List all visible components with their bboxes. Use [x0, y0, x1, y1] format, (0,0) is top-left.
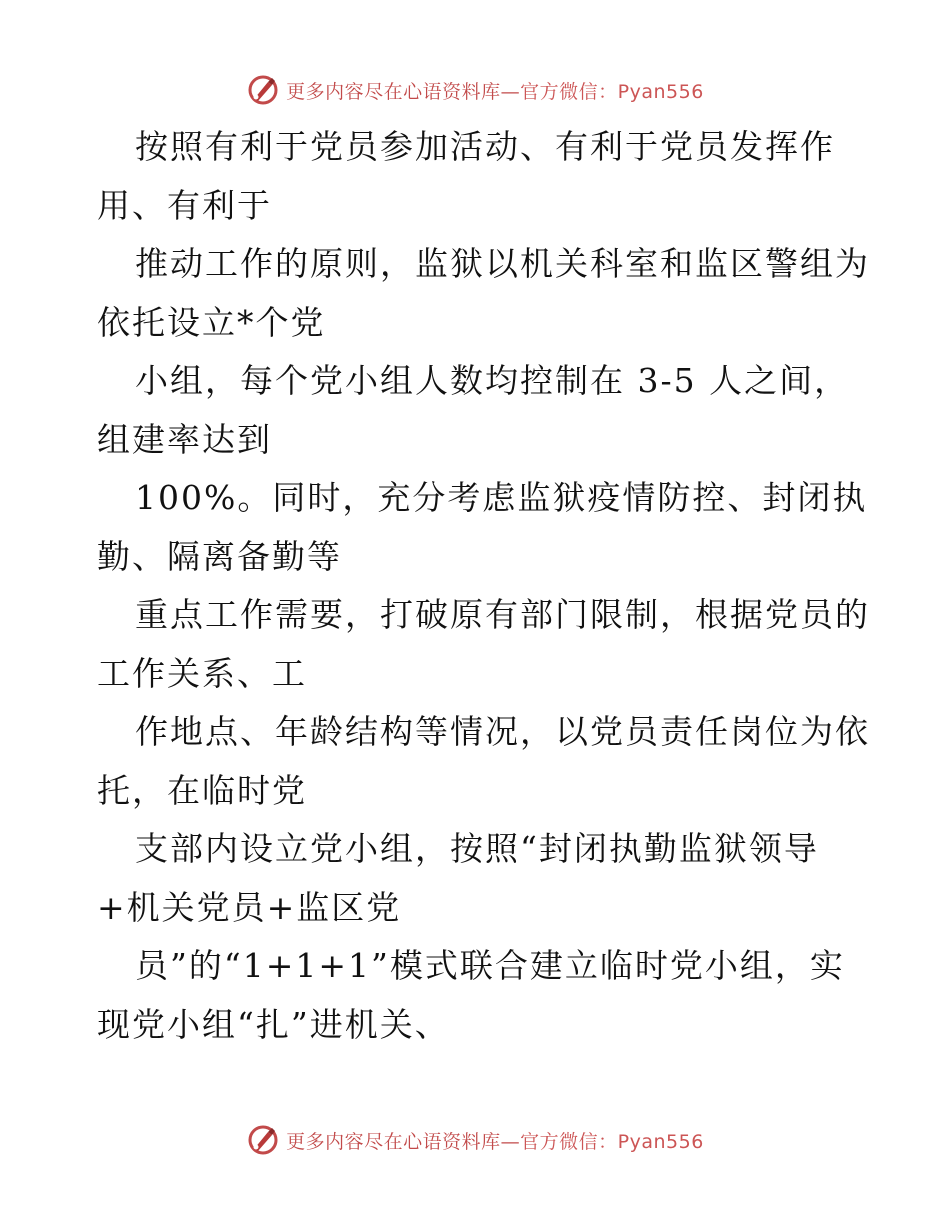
text-line: 100%。同时，充分考虑监狱疫情防控、封闭执: [135, 478, 868, 517]
text-line: 作地点、年龄结构等情况，以党员责任岗位为依: [135, 712, 870, 751]
text-line: 组建率达到: [97, 419, 272, 459]
pen-circle-logo-icon: [246, 1123, 280, 1157]
text-line: 托，在临时党: [97, 770, 307, 810]
text-line: 工作关系、工: [97, 653, 307, 693]
text-line: 现党小组“扎”进机关、: [97, 1004, 450, 1044]
text-line: 重点工作需要，打破原有部门限制，根据党员的: [135, 595, 870, 634]
pen-circle-logo-icon: [246, 73, 280, 107]
footer-watermark: [0, 1120, 950, 1160]
document-body: [97, 118, 897, 1054]
text-line: 勤、隔离备勤等: [97, 536, 342, 576]
text-line: 用、有利于: [97, 185, 272, 225]
text-line: 支部内设立党小组，按照“封闭执勤监狱领导: [135, 829, 819, 868]
text-line: 员”的“1+1+1”模式联合建立临时党小组，实: [135, 946, 845, 985]
text-line: +机关党员+监区党: [97, 887, 402, 927]
watermark-text: 更多内容尽在心语资料库—官方微信：Pyan556: [286, 1130, 704, 1153]
text-line: 依托设立*个党: [97, 302, 326, 342]
watermark-text: 更多内容尽在心语资料库—官方微信：Pyan556: [286, 80, 704, 103]
text-line: 小组，每个党小组人数均控制在 3-5 人之间，: [135, 361, 850, 400]
text-line: 推动工作的原则，监狱以机关科室和监区警组为: [135, 244, 870, 283]
text-line: 按照有利于党员参加活动、有利于党员发挥作: [135, 127, 835, 166]
header-watermark: [0, 70, 950, 110]
